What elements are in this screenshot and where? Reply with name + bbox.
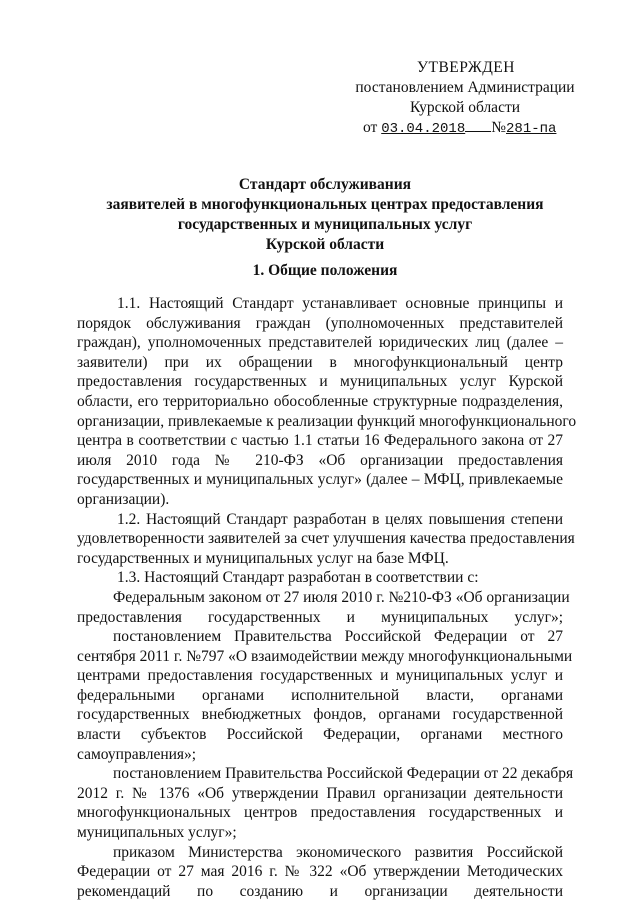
text-line: муниципальных услуг»;: [77, 824, 237, 842]
approval-number-prefix: №: [491, 119, 507, 136]
text-line: 2012 г. № 1376 «Об утверждении Правил организации деятельности: [77, 784, 563, 802]
text-line: предоставления государственных и муниципальных услуг»;: [77, 608, 563, 626]
title-line: заявителей в многофункциональных центрах предоставления: [106, 196, 544, 213]
title-line: государственных и муниципальных услуг: [177, 216, 473, 233]
text-line: власти субъектов Российской Федерации, органами местного: [77, 726, 563, 744]
text-line: многофункциональных центров предоставления государственных и: [77, 804, 563, 822]
approval-date-row: [345, 118, 585, 139]
text-line: организации).: [77, 490, 170, 508]
approval-stamp: [345, 58, 585, 139]
text-line: 1.3. Настоящий Стандарт разработан в соответствии с:: [117, 569, 479, 587]
text-line: удовлетворенности заявителей за счет улучшения качества предоставления: [77, 530, 575, 548]
text-line: организации, привлекаемые к реализации функций многофункционального: [77, 412, 577, 430]
text-line: постановлением Правительства Российской Федерации от 27: [113, 628, 563, 646]
approval-number: 281-па: [506, 121, 557, 137]
text-line: порядок обслуживания граждан (уполномоченных представителей: [77, 314, 563, 332]
text-line: сентября 2011 г. №797 «О взаимодействии между многофункциональными: [77, 647, 573, 665]
text-line: июля 2010 года № 210-ФЗ «Об организации предоставления: [77, 451, 563, 469]
approval-from: от: [363, 119, 378, 136]
text-line: заявители) при их обращении в многофункциональный центр: [77, 353, 563, 371]
text-line: граждан), уполномоченных представителей юридических лиц (далее –: [77, 334, 563, 352]
text-line: государственных и муниципальных услуг» (далее – МФЦ, привлекаемые: [77, 471, 563, 489]
section-heading: 1. Общие положения: [252, 262, 398, 279]
document-body: [77, 294, 577, 901]
text-line: предоставления государственных и муниципальных услуг Курской: [77, 373, 563, 391]
text-line: приказом Министерства экономического развития Российской: [113, 843, 563, 861]
text-line: федеральными органами исполнительной власти, органами: [77, 686, 563, 704]
text-line: центрами предоставления государственных и муниципальных услуг и: [77, 667, 563, 685]
approval-title: УТВЕРЖДЕН: [417, 59, 515, 76]
text-line: государственных и муниципальных услуг на базе МФЦ.: [77, 549, 449, 567]
text-line: государственных внебюджетных фондов, органами государственной: [77, 706, 563, 724]
text-line: Федеральным законом от 27 июля 2010 г. №210-ФЗ «Об организации: [113, 588, 570, 606]
text-line: 1.2. Настоящий Стандарт разработан в целях повышения степени: [117, 510, 563, 528]
document-title: [90, 175, 560, 255]
text-line: центра в соответствии с частью 1.1 статьи 16 Федерального закона от 27: [77, 432, 563, 450]
text-line: области, его территориально обособленные структурные подразделения,: [77, 392, 563, 410]
approval-issuer: постановлением Администрации: [355, 79, 575, 96]
text-line: 1.1. Настоящий Стандарт устанавливает основные принципы и: [117, 295, 563, 312]
text-line: постановлением Правительства Российской Федерации от 22 декабря: [113, 765, 574, 783]
text-line: рекомендаций по созданию и организации деятельности: [77, 882, 563, 900]
title-line: Стандарт обслуживания: [238, 176, 412, 193]
title-line: Курской области: [265, 236, 385, 253]
approval-date: 03.04.2018: [381, 121, 466, 137]
approval-region: Курской области: [409, 99, 521, 116]
approval-blank: [465, 119, 491, 132]
text-line: Федерации от 27 мая 2016 г. № 322 «Об утверждении Методических: [77, 863, 563, 881]
text-line: самоуправления»;: [77, 745, 197, 763]
